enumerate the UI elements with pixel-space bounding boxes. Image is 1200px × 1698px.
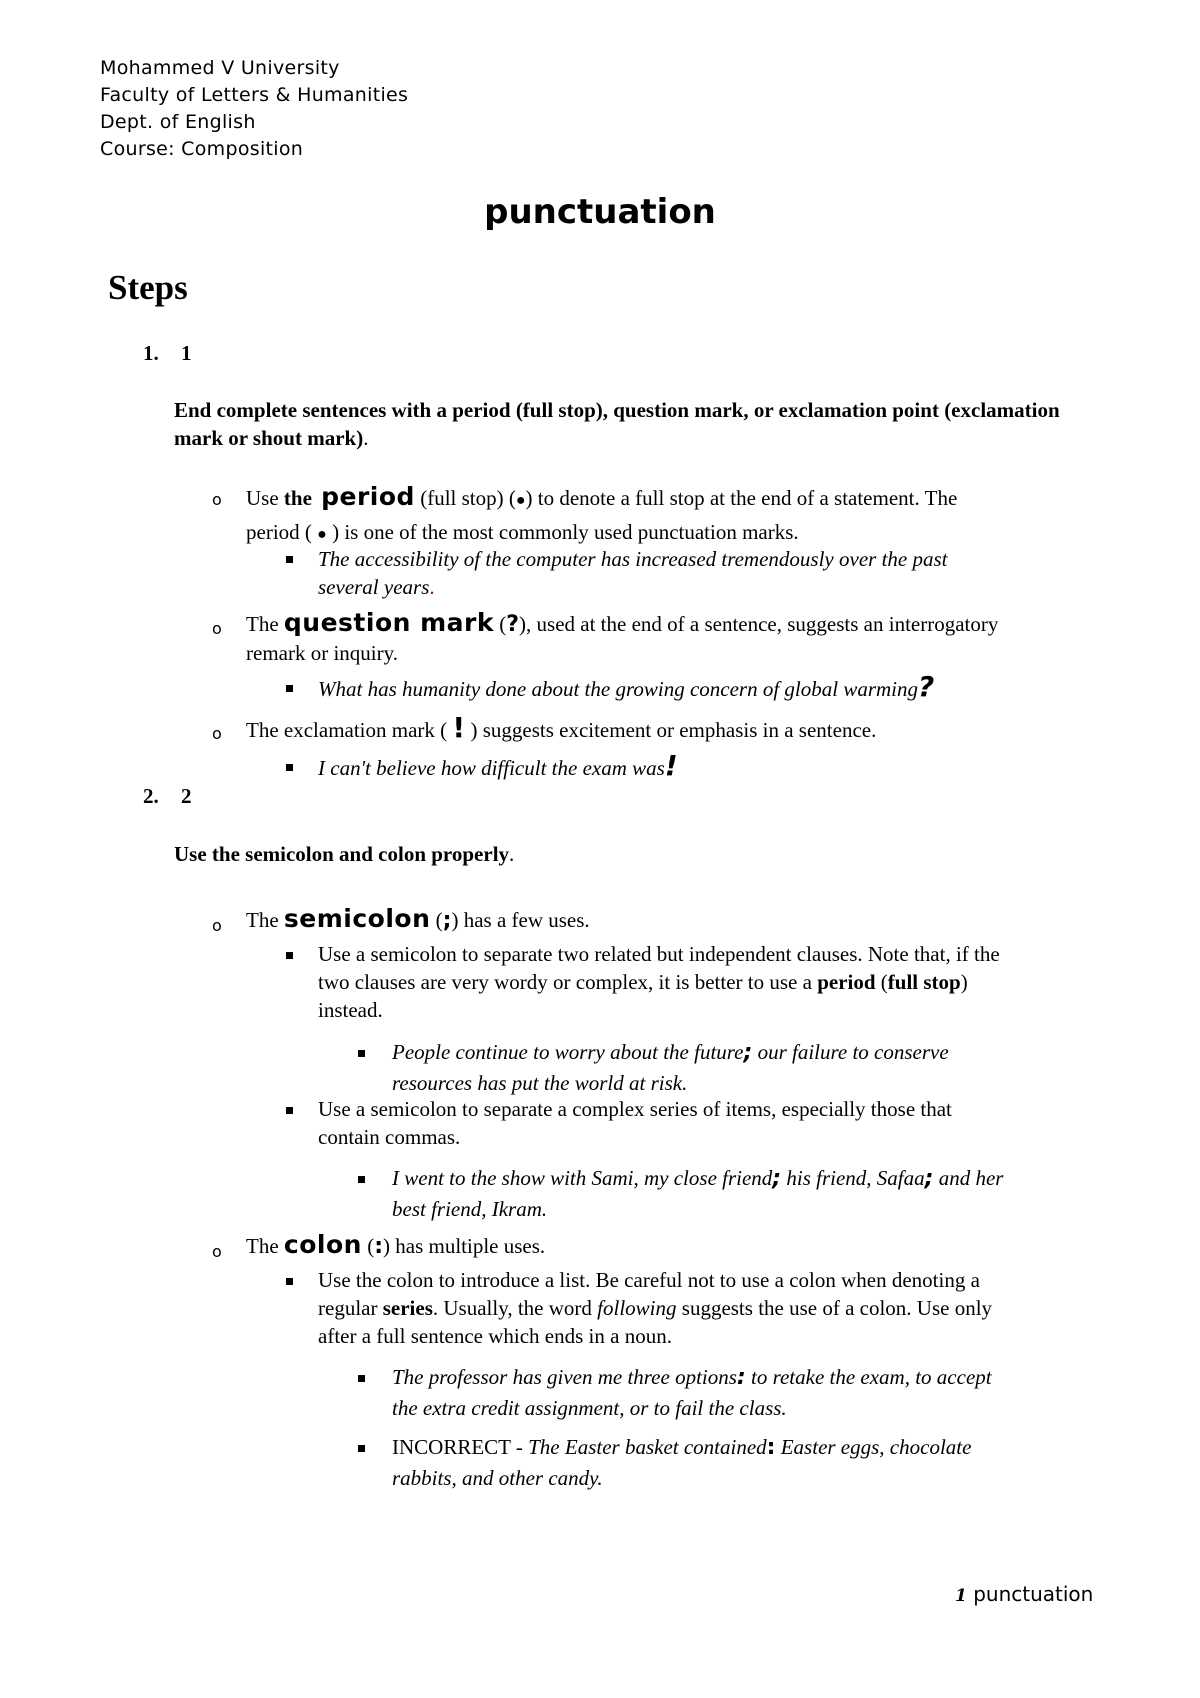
square-bullet-icon [358,1050,365,1057]
question-example [318,670,1118,703]
colon-use1-line1: Use the colon to introduce a list. Be careful not to use a colon when denoting a [318,1268,980,1292]
steps-heading: Steps [108,268,188,307]
period-text4: ) is one of the most commonly used punctuation marks. [326,520,799,544]
question-mark-item [246,609,1146,667]
university-name: Mohammed V University [100,57,340,79]
period-symbol2: ● [317,526,327,543]
colon-use1-line2b: . Usually, the word [432,1296,598,1320]
exclamation-example-text: I can't believe how difficult the exam was [318,756,665,780]
semicolon-ex2-b: his friend, Safaa [781,1166,925,1190]
page-footer [955,1582,1093,1606]
exclamation-item [246,711,1146,744]
semicolon-ex1-a: People continue to worry about the future [392,1040,744,1064]
circle-bullet-icon: o [212,490,222,509]
colon-ex1-b: to retake the exam, to accept [745,1365,992,1389]
semicolon-use-2 [318,1095,1138,1151]
semicolon-example-1 [392,1037,1172,1099]
semicolon-open: ( [430,908,443,932]
semicolon-use-1 [318,940,1138,1024]
square-bullet-icon [286,952,293,959]
colon-use1-line2a: regular [318,1296,383,1320]
semicolon-ex1-symbol: ; [743,1040,753,1065]
semicolon-use1-mid: ( [875,970,888,994]
semicolon-use1-line1: Use a semicolon to separate two related but independent clauses. Note that, if the [318,942,1000,966]
circle-bullet-icon: o [212,724,222,743]
semicolon-use1-close: ) [960,970,968,994]
step-1-label: 1 [181,341,192,365]
period-the: the [283,486,312,510]
square-bullet-icon [358,1176,365,1183]
document-header [100,55,408,163]
colon-use1-line3: after a full sentence which ends in a noun. [318,1324,672,1348]
semicolon-ex2-a: I went to the show with Sami, my close friend [392,1166,773,1190]
semicolon-use1-fullstop: full stop [887,970,961,994]
circle-bullet-icon: o [212,916,222,935]
step-1-intro [174,396,1094,452]
colon-the: The [246,1234,284,1258]
semicolon-ex1-b: our failure to conserve [752,1040,949,1064]
square-bullet-icon [286,764,293,771]
period-use: Use [246,486,284,510]
question-open: ( [494,612,507,636]
colon-ex2-line2: rabbits, and other candy. [392,1466,603,1490]
semicolon-ex2-symbol2: ; [924,1166,934,1191]
semicolon-symbol: ; [442,908,452,933]
colon-use1-following: following [597,1296,677,1320]
colon-ex2-prefix: INCORRECT - [392,1435,529,1459]
exclamation-symbol: ! [452,711,466,744]
semicolon-ex1-line2: resources has put the world at risk. [392,1071,688,1095]
exclamation-text1: The exclamation mark ( [246,718,453,742]
department-name: Dept. of English [100,111,256,133]
period-symbol: ● [515,492,526,509]
step-2-intro-text: Use the semicolon and colon properly [174,842,510,866]
semicolon-item [246,905,1146,935]
semicolon-text: ) has a few uses. [451,908,590,932]
exclamation-example-end: ! [664,749,678,782]
question-example-end: ? [918,670,935,703]
square-bullet-icon [286,1278,293,1285]
colon-example-2 [392,1432,1172,1494]
semicolon-use2-line1: Use a semicolon to separate a complex series of items, especially those that [318,1097,952,1121]
question-symbol: ? [506,612,520,637]
question-example-text: What has humanity done about the growing concern of global warming [318,677,919,701]
faculty-name: Faculty of Letters & Humanities [100,84,409,106]
colon-example-1 [392,1362,1172,1424]
semicolon-use1-period: period [817,970,876,994]
colon-ex2-symbol: : [766,1435,776,1460]
question-keyword: question mark [283,608,495,637]
period-example-end: . [429,575,435,599]
step-2-label: 2 [181,784,192,808]
colon-ex1-line2: the extra credit assignment, or to fail the class. [392,1396,787,1420]
page-number: 1 [955,1586,967,1606]
course-name: Course: Composition [100,138,304,160]
period-example-line1: The accessibility of the computer has increased tremendously over the past [318,547,948,571]
step-2-number: 2. [143,784,159,808]
step-1-intro-text: End complete sentences with a period (full stop), question mark, or exclamation point (exclamation mark or shout mark) [174,398,1060,450]
semicolon-use2-line2: contain commas. [318,1125,461,1149]
square-bullet-icon [358,1445,365,1452]
colon-text: ) has multiple uses. [383,1234,546,1258]
step-1-number: 1. [143,341,159,365]
semicolon-use1-line3: instead. [318,998,383,1022]
colon-item [246,1231,1146,1261]
semicolon-keyword: semicolon [283,904,431,933]
period-example [318,545,1118,601]
period-text3: period ( [246,520,318,544]
step-2-intro [174,840,1094,868]
intro-period: . [363,426,369,450]
colon-ex2-b: Easter eggs, chocolate [775,1435,972,1459]
semicolon-ex2-c: and her [933,1166,1004,1190]
period-example-line2: several years [318,575,430,599]
period-keyword: period [311,482,415,511]
semicolon-ex2-line2: best friend, Ikram. [392,1197,548,1221]
colon-use1-line2c: suggests the use of a colon. Use only [676,1296,993,1320]
colon-use-1 [318,1266,1148,1350]
footer-label: punctuation [966,1582,1094,1606]
period-item [246,483,1146,549]
period-text2: ) to denote a full stop at the end of a statement. The [525,486,958,510]
colon-ex2-a: The Easter basket contained [528,1435,767,1459]
question-text1: ), used at the end of a sentence, suggests an interrogatory [519,612,999,636]
colon-open: ( [361,1234,375,1258]
square-bullet-icon [286,556,293,563]
semicolon-use1-line2: two clauses are very wordy or complex, it is better to use a [318,970,818,994]
circle-bullet-icon: o [212,619,222,638]
circle-bullet-icon: o [212,1242,222,1261]
document-title: punctuation [484,192,716,232]
colon-use1-series: series [382,1296,433,1320]
colon-ex1-symbol: : [736,1365,746,1390]
period-text1: (full stop) ( [414,486,516,510]
colon-keyword: colon [283,1230,362,1259]
semicolon-ex2-symbol1: ; [772,1166,782,1191]
square-bullet-icon [358,1375,365,1382]
square-bullet-icon [286,685,293,692]
semicolon-example-2 [392,1163,1172,1225]
colon-symbol: : [374,1234,384,1259]
question-the: The [246,612,284,636]
intro-period: . [509,842,515,866]
semicolon-the: The [246,908,284,932]
exclamation-example [318,749,1118,782]
exclamation-text2: ) suggests excitement or emphasis in a sentence. [465,718,877,742]
colon-ex1-a: The professor has given me three options [392,1365,737,1389]
square-bullet-icon [286,1107,293,1114]
question-text2: remark or inquiry. [246,641,399,665]
